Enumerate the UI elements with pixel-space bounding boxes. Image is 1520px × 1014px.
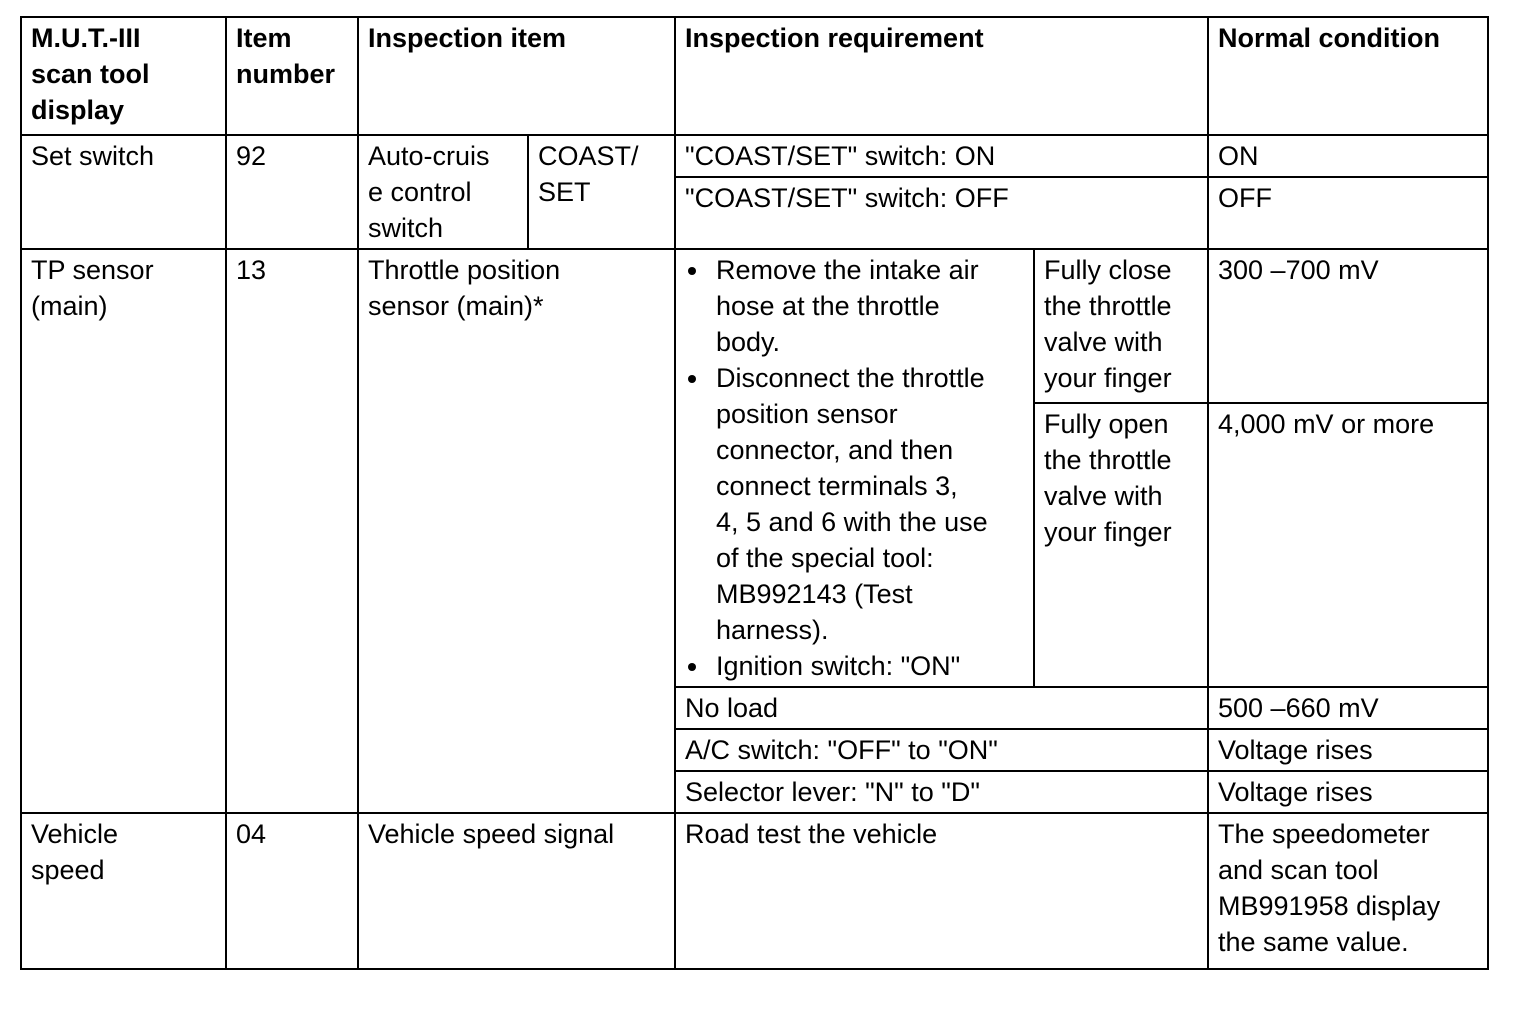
header-normal-condition: Normal condition [1208,17,1488,135]
list-item: Disconnect the throttle position sensor connector, and then connect terminals 3, 4, 5 and 6 with the use of the special tool: MB992143 (Test harness). [678,360,1025,648]
list-item: Remove the intake air hose at the throttle body. [678,252,1025,360]
table-row-set-switch-on [21,135,1488,177]
tp-sensor-requirement-ac: A/C switch: "OFF" to "ON" [675,729,1208,771]
inspection-table [20,16,1489,970]
header-inspection-item: Inspection item [358,17,675,135]
tp-sensor-item-number: 13 [226,249,358,813]
set-switch-sub-item: COAST/ SET [528,135,675,249]
set-switch-condition-off: OFF [1208,177,1488,249]
set-switch-item-number: 92 [226,135,358,249]
set-switch-requirement-on: "COAST/SET" switch: ON [675,135,1208,177]
tp-sensor-inspection-item: Throttle position sensor (main)* [358,249,675,813]
list-item: Ignition switch: "ON" [678,648,1025,684]
vehicle-speed-inspection-item: Vehicle speed signal [358,813,675,969]
header-item-number: Item number [226,17,358,135]
table-row-vehicle-speed [21,813,1488,969]
tp-sensor-display: TP sensor (main) [21,249,226,813]
tp-sensor-action-open: Fully open the throttle valve with your finger [1034,403,1208,687]
tp-sensor-requirement-no-load: No load [675,687,1208,729]
vehicle-speed-condition: The speedometer and scan tool MB991958 display the same value. [1208,813,1488,969]
set-switch-requirement-off: "COAST/SET" switch: OFF [675,177,1208,249]
tp-sensor-condition-close: 300 –700 mV [1208,249,1488,403]
tp-sensor-procedure [675,249,1034,687]
vehicle-speed-requirement: Road test the vehicle [675,813,1208,969]
header-scan-tool-display: M.U.T.-III scan tool display [21,17,226,135]
set-switch-condition-on: ON [1208,135,1488,177]
tp-sensor-action-close: Fully close the throttle valve with your finger [1034,249,1208,403]
vehicle-speed-display: Vehicle speed [21,813,226,969]
tp-sensor-condition-no-load: 500 –660 mV [1208,687,1488,729]
tp-sensor-requirement-selector: Selector lever: "N" to "D" [675,771,1208,813]
tp-sensor-condition-open: 4,000 mV or more [1208,403,1488,687]
set-switch-display: Set switch [21,135,226,249]
table-row-tp-sensor-close [21,249,1488,403]
header-inspection-requirement: Inspection requirement [675,17,1208,135]
tp-sensor-condition-selector: Voltage rises [1208,771,1488,813]
procedure-list [678,252,1025,684]
header-row [21,17,1488,135]
tp-sensor-condition-ac: Voltage rises [1208,729,1488,771]
vehicle-speed-item-number: 04 [226,813,358,969]
set-switch-inspection-item: Auto-cruis e control switch [358,135,528,249]
